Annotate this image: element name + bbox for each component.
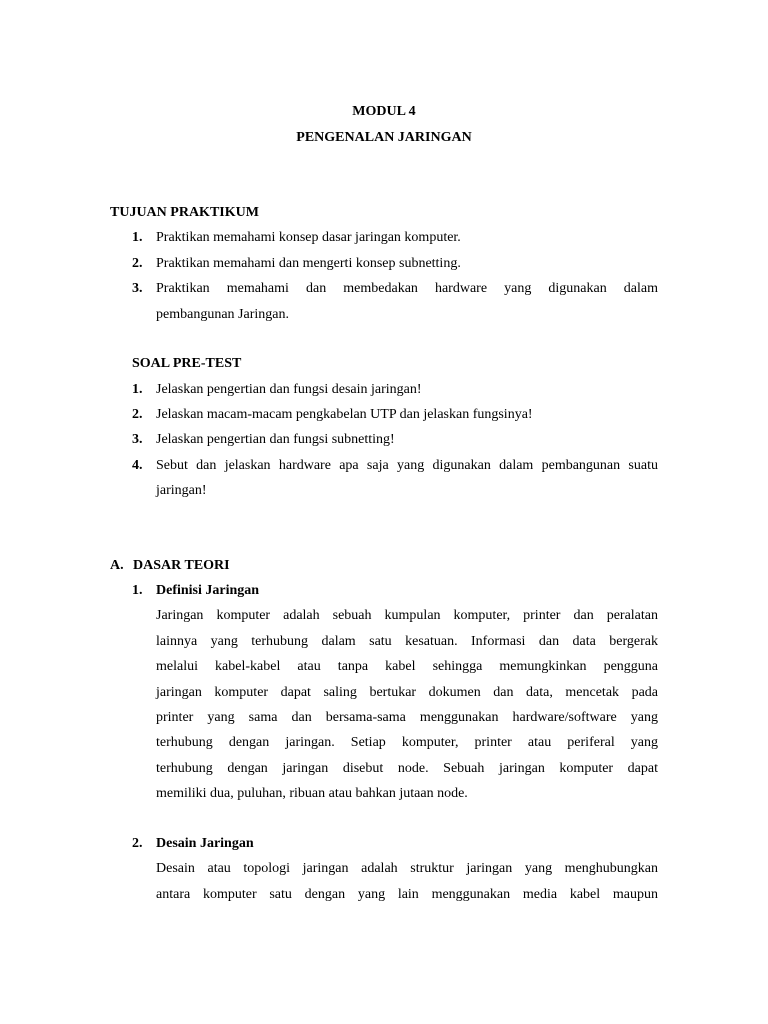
pretest-item-text: Jelaskan macam-macam pengkabelan UTP dan jelaskan fungsinya! — [156, 407, 533, 422]
paragraph-line: melalui kabel-kabel atau tanpa kabel sehingga memungkinkan pengguna — [156, 659, 658, 674]
pretest-item-text: Jelaskan pengertian dan fungsi subnetting! — [156, 432, 395, 447]
pretest-item-text: Sebut dan jelaskan hardware apa saja yang digunakan dalam pembangunan suatu — [156, 458, 658, 473]
tujuan-heading: TUJUAN PRAKTIKUM — [110, 205, 259, 220]
tujuan-item-number: 2. — [132, 256, 143, 271]
paragraph-line: antara komputer satu dengan yang lain menggunakan media kabel maupun — [156, 887, 658, 902]
tujuan-item-number: 3. — [132, 281, 143, 296]
paragraph-line-last: memiliki dua, puluhan, ribuan atau bahkan jutaan node. — [156, 786, 468, 801]
tujuan-item-text-continued: pembangunan Jaringan. — [156, 307, 289, 322]
tujuan-item-text: Praktikan memahami dan membedakan hardware yang digunakan dalam — [156, 281, 658, 296]
module-subtitle: PENGENALAN JARINGAN — [296, 130, 472, 145]
tujuan-item-text: Praktikan memahami konsep dasar jaringan komputer. — [156, 230, 461, 245]
pretest-item-text: Jelaskan pengertian dan fungsi desain jaringan! — [156, 382, 422, 397]
section-title-desain: Desain Jaringan — [156, 836, 254, 851]
pretest-item-number: 1. — [132, 382, 143, 397]
dasar-letter: A. — [110, 558, 124, 573]
paragraph-line: terhubung dengan jaringan disebut node. Sebuah jaringan komputer dapat — [156, 761, 658, 776]
section-number: 1. — [132, 583, 143, 598]
paragraph-line: Desain atau topologi jaringan adalah struktur jaringan yang menghubungkan — [156, 861, 658, 876]
paragraph-line: lainnya yang terhubung dalam satu kesatuan. Informasi dan data bergerak — [156, 634, 658, 649]
pretest-item-text-continued: jaringan! — [156, 483, 207, 498]
pretest-heading: SOAL PRE-TEST — [132, 356, 242, 371]
pretest-item-number: 4. — [132, 458, 143, 473]
section-number: 2. — [132, 836, 143, 851]
paragraph-line: terhubung dengan jaringan. Setiap komputer, printer atau periferal yang — [156, 735, 658, 750]
paragraph-line: Jaringan komputer adalah sebuah kumpulan komputer, printer dan peralatan — [156, 608, 658, 623]
pretest-item-number: 2. — [132, 407, 143, 422]
section-title-definisi: Definisi Jaringan — [156, 583, 260, 598]
tujuan-item-number: 1. — [132, 230, 143, 245]
tujuan-item-text: Praktikan memahami dan mengerti konsep subnetting. — [156, 256, 461, 271]
dasar-heading: DASAR TEORI — [133, 558, 230, 573]
paragraph-line: printer yang sama dan bersama-sama menggunakan hardware/software yang — [156, 710, 658, 725]
paragraph-line: jaringan komputer dapat saling bertukar dokumen dan data, mencetak pada — [156, 685, 658, 700]
pretest-item-number: 3. — [132, 432, 143, 447]
module-title: MODUL 4 — [352, 104, 416, 119]
